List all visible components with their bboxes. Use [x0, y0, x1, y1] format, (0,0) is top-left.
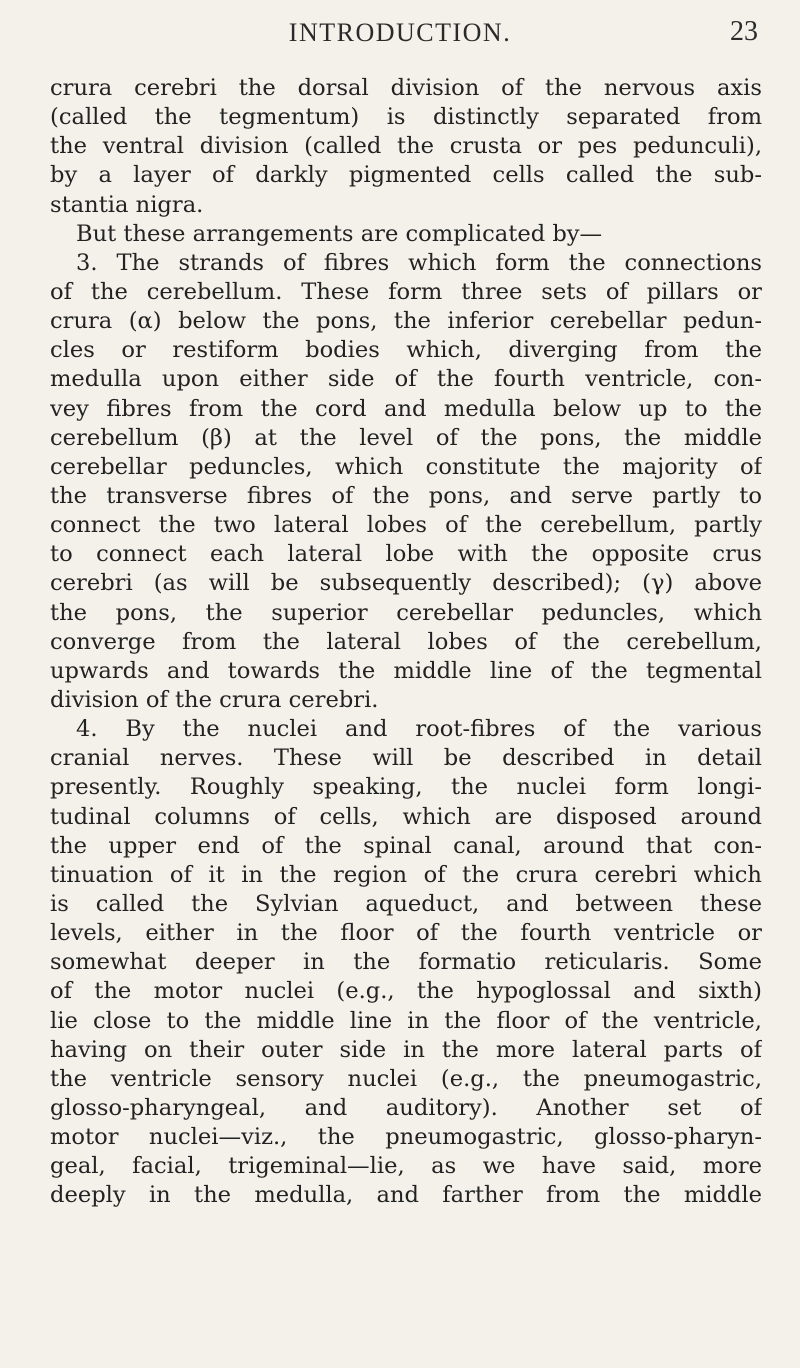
text-line: 4. By the nuclei and root-fibres of the various: [76, 716, 762, 743]
text-line: of the cerebellum. These form three sets of pillars or: [50, 278, 762, 305]
text-line: upwards and towards the middle line of the tegmental: [50, 657, 762, 684]
text-line: But these arrangements are complicated by—: [76, 220, 603, 247]
text-line: the transverse fibres of the pons, and serve partly to: [50, 482, 762, 509]
running-head: INTRODUCTION.: [288, 18, 512, 47]
text-line: levels, either in the floor of the fourth ventricle or: [50, 920, 762, 947]
text-line: the pons, the superior cerebellar peduncles, which: [50, 599, 762, 626]
text-line: cles or restiform bodies which, diverging from the: [50, 337, 762, 364]
text-line: by a layer of darkly pigmented cells called the sub-: [50, 162, 762, 189]
text-line: motor nuclei—viz., the pneumogastric, glosso-pharyn-: [50, 1124, 762, 1151]
page-number: 23: [730, 16, 758, 47]
text-line: somewhat deeper in the formatio reticularis. Some: [50, 949, 762, 976]
text-line: cerebellar peduncles, which constitute the majority of: [50, 453, 762, 480]
text-line: is called the Sylvian aqueduct, and between these: [50, 890, 762, 917]
text-line: converge from the lateral lobes of the cerebellum,: [50, 628, 762, 655]
text-line: stantia nigra.: [50, 191, 204, 218]
text-line: the ventral division (called the crusta or pes pedunculi),: [50, 133, 762, 160]
text-line: tinuation of it in the region of the crura cerebri which: [50, 861, 762, 888]
text-line: presently. Roughly speaking, the nuclei form longi-: [50, 774, 762, 801]
text-line: connect the two lateral lobes of the cerebellum, partly: [50, 512, 762, 539]
text-line: geal, facial, trigeminal—lie, as we have said, more: [50, 1153, 762, 1180]
text-line: crura cerebri the dorsal division of the nervous axis: [50, 75, 762, 101]
text-line: cerebri (as will be subsequently described); (γ) above: [50, 570, 762, 597]
text-line: cranial nerves. These will be described in detail: [50, 745, 762, 772]
text-line: cerebellum (β) at the level of the pons, the middle: [50, 424, 762, 451]
text-line: the upper end of the spinal canal, around that con-: [50, 832, 762, 859]
page-header: [0, 14, 800, 54]
text-line: glosso-pharyngeal, and auditory). Another set of: [50, 1094, 762, 1121]
text-line: division of the crura cerebri.: [50, 686, 379, 713]
text-line: of the motor nuclei (e.g., the hypoglossal and sixth): [50, 978, 762, 1005]
text-line: lie close to the middle line in the floor of the ventricle,: [50, 1007, 762, 1034]
text-line: deeply in the medulla, and farther from the middle: [50, 1182, 762, 1209]
text-line: having on their outer side in the more lateral parts of: [50, 1036, 762, 1063]
text-line: to connect each lateral lobe with the opposite crus: [50, 541, 762, 568]
text-line: (called the tegmentum) is distinctly separated from: [50, 104, 762, 131]
text-line: 3. The strands of fibres which form the connections: [76, 249, 762, 276]
text-line: vey fibres from the cord and medulla below up to the: [50, 395, 762, 422]
text-line: crura (α) below the pons, the inferior cerebellar pedun-: [50, 308, 762, 335]
text-line: medulla upon either side of the fourth ventricle, con-: [50, 366, 762, 393]
body-text: [50, 74, 762, 1210]
text-line: the ventricle sensory nuclei (e.g., the pneumogastric,: [50, 1065, 762, 1092]
text-line: tudinal columns of cells, which are disposed around: [50, 803, 762, 830]
